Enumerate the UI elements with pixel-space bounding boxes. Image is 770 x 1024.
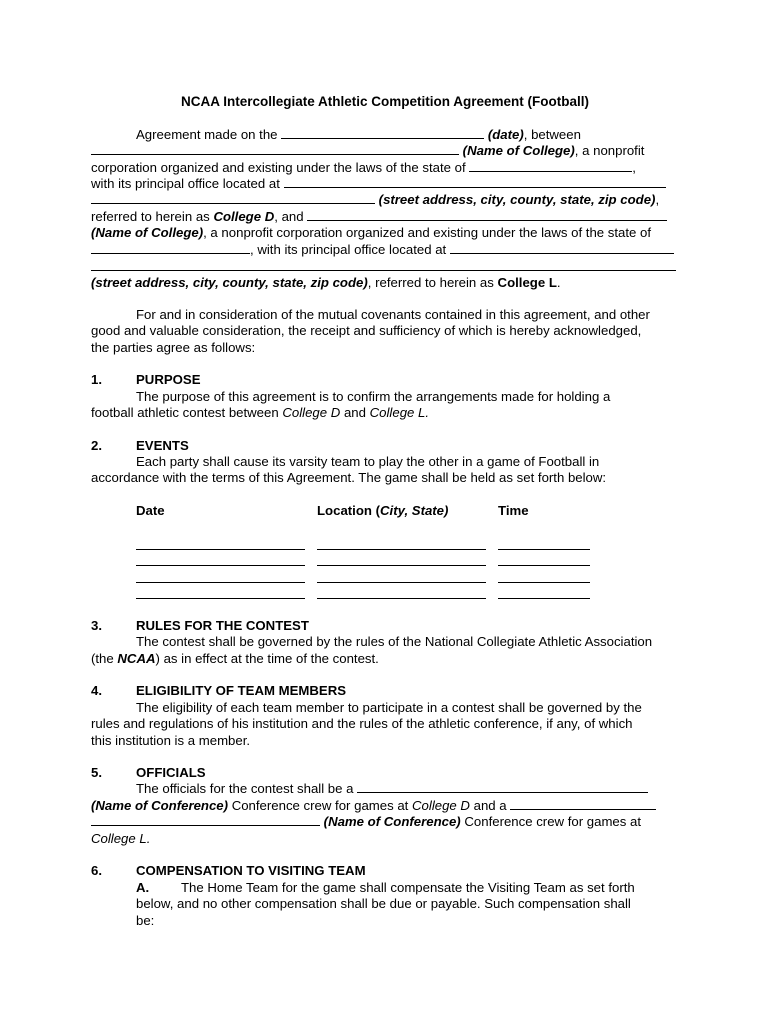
officials-conference-field[interactable] (357, 780, 648, 793)
consideration-line-1: For and in consideration of the mutual covenants contained in this agreement, and other (136, 307, 650, 322)
section-4-heading: ELIGIBILITY OF TEAM MEMBERS (136, 683, 347, 698)
consideration-line-2: good and valuable consideration, the receipt and sufficiency of which is hereby acknowledged, (91, 323, 642, 338)
college-d-address-field[interactable] (284, 175, 666, 188)
event-time-field[interactable] (498, 582, 590, 583)
section-1-line-2: football athletic contest between College D and College L. (91, 405, 430, 420)
section-6a-label: A. (136, 880, 150, 895)
section-5-line-2: (Name of Conference) Conference crew for games at College D and a (91, 797, 656, 814)
section-1-number: 1. (91, 372, 102, 387)
event-date-field[interactable] (136, 549, 305, 550)
event-location-field[interactable] (317, 565, 486, 566)
event-location-field[interactable] (317, 549, 486, 550)
event-time-field[interactable] (498, 598, 590, 599)
event-date-field[interactable] (136, 582, 305, 583)
intro-line-4: with its principal office located at (91, 175, 666, 192)
section-2-line-2: accordance with the terms of this Agreement. The game shall be held as set forth below: (91, 470, 607, 485)
intro-line-8: , with its principal office located at (91, 241, 674, 258)
section-6-heading: COMPENSATION TO VISITING TEAM (136, 863, 366, 878)
section-5-heading: OFFICIALS (136, 765, 206, 780)
section-5-line-3: (Name of Conference) Conference crew for games at (91, 813, 641, 830)
section-3-number: 3. (91, 618, 102, 633)
section-2-number: 2. (91, 438, 102, 453)
event-date-field[interactable] (136, 598, 305, 599)
college-l-address-field[interactable] (450, 241, 674, 254)
officials-conference-field-3[interactable] (91, 813, 320, 826)
section-4-line-3: this institution is a member. (91, 733, 251, 748)
event-date-field[interactable] (136, 565, 305, 566)
events-date-header: Date (136, 503, 165, 518)
intro-line-1: Agreement made on the (date), between (136, 127, 581, 142)
section-6-number: 6. (91, 863, 102, 878)
college-d-address-field-2[interactable] (91, 191, 375, 204)
intro-line-3: corporation organized and existing under the laws of the state of , (91, 160, 636, 175)
consideration-line-3: the parties agree as follows: (91, 340, 256, 355)
section-5-number: 5. (91, 765, 102, 780)
event-location-field[interactable] (317, 582, 486, 583)
event-location-field[interactable] (317, 598, 486, 599)
section-4-line-1: The eligibility of each team member to participate in a contest shall be governed by the (136, 700, 642, 715)
college-d-name-field[interactable] (91, 142, 459, 155)
section-3-heading: RULES FOR THE CONTEST (136, 618, 309, 633)
event-time-field[interactable] (498, 565, 590, 566)
section-2-heading: EVENTS (136, 438, 189, 453)
event-time-field[interactable] (498, 549, 590, 550)
section-6a-line-1: The Home Team for the game shall compensate the Visiting Team as set forth (181, 880, 635, 895)
college-d-state-field[interactable] (469, 159, 632, 172)
officials-conference-field-2[interactable] (510, 797, 656, 810)
intro-line-5: (street address, city, county, state, zip code), (91, 191, 659, 208)
section-1-heading: PURPOSE (136, 372, 201, 387)
section-6a-line-3: be: (136, 913, 155, 928)
section-6a-line-2: below, and no other compensation shall be due or payable. Such compensation shall (136, 896, 631, 911)
intro-line-6: referred to herein as College D, and (91, 208, 667, 225)
date-field[interactable] (281, 126, 484, 139)
intro-line-7: (Name of College), a nonprofit corporation organized and existing under the laws of the state of (91, 225, 652, 240)
section-2-line-1: Each party shall cause its varsity team to play the other in a game of Football in (136, 454, 600, 469)
section-4-number: 4. (91, 683, 102, 698)
section-3-line-1: The contest shall be governed by the rules of the National Collegiate Athletic Association (136, 634, 653, 649)
college-l-state-field[interactable] (91, 241, 250, 254)
section-3-line-2: (the NCAA) as in effect at the time of the contest. (91, 651, 379, 666)
intro-line-2: (Name of College), a nonprofit (91, 142, 644, 159)
intro-line-10: (street address, city, county, state, zip code), referred to herein as College L. (91, 275, 561, 290)
section-1-line-1: The purpose of this agreement is to confirm the arrangements made for holding a (136, 389, 611, 404)
section-4-line-2: rules and regulations of his institution and the rules of the athletic conference, if any, of which (91, 716, 633, 731)
section-5-line-1: The officials for the contest shall be a (136, 780, 648, 797)
college-l-address-line[interactable] (91, 270, 676, 271)
events-location-header: Location (City, State) (317, 503, 449, 518)
college-l-name-field[interactable] (307, 208, 667, 221)
document-title: NCAA Intercollegiate Athletic Competition Agreement (Football) (180, 94, 590, 109)
events-time-header: Time (498, 503, 529, 518)
section-5-line-4: College L. (91, 831, 151, 846)
